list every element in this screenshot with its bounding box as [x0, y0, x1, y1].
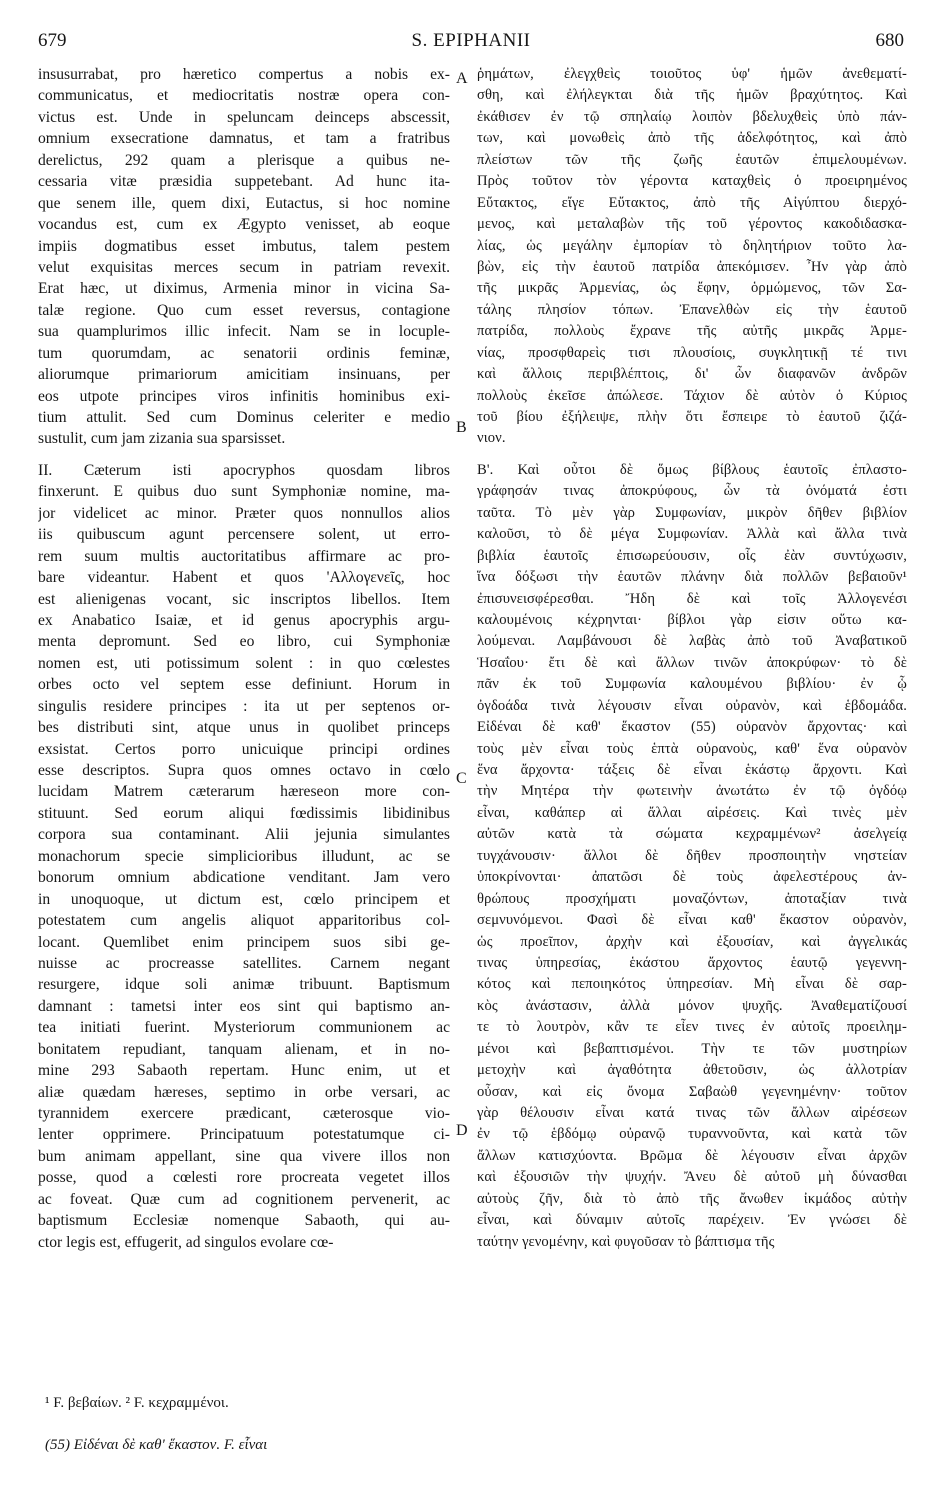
text-line: in unoquoque, ut dictum est, cœlo principem et — [38, 890, 450, 908]
text-line: impiis dogmatibus esset imbutus, talem pestem — [38, 237, 450, 255]
text-line: αὐτοὺς ζῆν, διὰ τὸ ἀπὸ τῆς ἄνωθεν ἰκμάδος αὐτὴν — [477, 1190, 907, 1207]
text-line: vocandus est, cum ex Ægypto venisset, ab eoque — [38, 216, 450, 234]
text-line: bum animam appellant, sine qua vivere illos non — [38, 1147, 450, 1165]
text-line: γράφησάν τινας ἀποκρύφους, ὧν τὰ ὀνόματά ἐστι — [477, 483, 907, 500]
text-line: tea initiati fuerint. Mysteriorum communionem ac — [38, 1019, 450, 1037]
text-line: bes distributi sint, atque unus in quolibet princeps — [38, 719, 450, 737]
text-line: corpora sua contaminant. Alii jejunia simulantes — [38, 826, 450, 844]
text-line: II. Cæterum isti apocryphos quosdam libros — [38, 461, 450, 479]
text-line: τινας ὑπηρεσίας, ἑκάστου ἄρχοντος ἑαυτῷ γεγεννη- — [477, 954, 907, 971]
text-line: τυγχάνουσιν· ἄλλοι δὲ δῆθεν προσποιητὴν νηστείαν — [477, 847, 907, 864]
running-title: S. EPIPHANII — [411, 30, 531, 51]
greek-column — [477, 64, 907, 1253]
text-line: τάλης πλησίον τόπων. Ἐπανελθὼν εἰς τὴν ἑαυτοῦ — [477, 301, 907, 318]
text-line: πλείστων τῶν τῆς ζωῆς ἑαυτῶν ἐπιμελουμένων. — [477, 151, 907, 168]
text-line: λίας, ὡς μεγάλην ἐμπορίαν τὸ δηλητήριον τοῦτο λα- — [477, 237, 907, 254]
text-line: lucidam Matrem cæterarum hæreseon more con- — [38, 783, 450, 801]
text-line: καὶ ἐξουσιῶν τὴν ψυχήν. Ἄνευ δὲ αὐτοῦ μὴ δύνασθαι — [477, 1169, 907, 1186]
text-line: stituunt. Sed eorum aliqui fœdissimis libidinibus — [38, 804, 450, 822]
text-line: μένοι καὶ βεβαπτισμένοι. Τὴν τε τῶν μυστηρίων — [477, 1040, 907, 1057]
text-line: communicatus, et mediocritatis nostræ opera con- — [38, 87, 450, 105]
text-line: potestatem cum angelis aliquot apparitoribus col- — [38, 912, 450, 930]
text-line: μενος, καὶ μεταλαβὼν τῆς τοῦ γέροντος κακοδιδασκα- — [477, 216, 907, 233]
text-line: καλοῦσι, τὸ δὲ μέγα Συμφωνίαν. Ἀλλὰ καὶ ἄλλα τινὰ — [477, 526, 907, 543]
text-line: lenter opprimere. Principatuum potestatumque ci- — [38, 1126, 450, 1144]
text-line: exsistat. Certos porro unicuique principi ordines — [38, 740, 450, 758]
paragraph-gap — [38, 450, 450, 460]
text-line: των, καὶ μονωθεὶς ἀπὸ τῆς ἀδελφότητος, καὶ ἀπὸ — [477, 130, 907, 147]
latin-column — [38, 64, 450, 1253]
text-line: ὡς προεῖπον, ἀρχὴν καὶ ἐξουσίαν, καὶ ἀγγελικάς — [477, 933, 907, 950]
text-line: jor videlicet ac minor. Præter quos nonnullos alios — [38, 504, 450, 522]
text-line: resurgere, idque soli animæ tribuunt. Baptismum — [38, 976, 450, 994]
text-line: καλουμένοις κέχρηνται· βίβλοι γὰρ εἰσιν οὕτω κα- — [477, 611, 907, 628]
text-line: ἐκάθισεν ἐν τῷ σπηλαίῳ λοιπὸν βδελυχθεὶς ὑπὸ πάν- — [477, 108, 907, 125]
text-line: πατρίδα, πολλοὺς ἔχρανε τῆς αὐτῆς μικρᾶς Ἀρμε- — [477, 323, 907, 340]
text-line: esse descriptos. Supra quos omnes octavo in cœlo — [38, 762, 450, 779]
text-line: ἐπισυνεισφέρεσθαι. Ἤδη δὲ καὶ τοῖς Ἀλλογενέσι — [477, 590, 907, 607]
text-line: Erat hæc, ut diximus, Armenia minor in vicina Sa- — [38, 280, 450, 298]
text-line: derelictus, 292 quam a plerisque a quibus ne- — [38, 151, 450, 169]
text-line: κότος καὶ πεποιηκότος ὑπηρεσίαν. Μὴ εἶναι δὲ σαρ- — [477, 976, 907, 993]
text-line: ctor legis est, effugerit, ad singulos evolare cœ- — [38, 1233, 334, 1251]
text-line: victus est. Unde in speluncam deinceps abscessit, — [38, 108, 450, 126]
text-line: que senem ille, quem dixi, Eutactus, si hoc nomine — [38, 194, 450, 212]
text-line: ταῦτα. Τὸ μὲν γὰρ Συμφωνίαν, μικρὸν δῆθεν βιβλίον — [477, 504, 907, 521]
paragraph-gap — [477, 450, 907, 460]
text-line: cessaria vitæ præsidia suppetebant. Ad hunc ita- — [38, 173, 450, 191]
text-line: ῥημάτων, ἐλεγχθεὶς τοιοῦτος ὑφ' ἡμῶν ἀνεθεματί- — [477, 66, 907, 82]
text-line: iis quibuscum agunt percensere solent, ut erro- — [38, 526, 450, 544]
text-line: sustulit, cum jam zizania sua sparsisset. — [38, 430, 286, 448]
text-line: finxerunt. E quibus duo sunt Symphoniæ nomine, ma- — [38, 483, 450, 501]
text-line: ac foveat. Quæ cum ad cognitionem pervenerit, ac — [38, 1190, 450, 1208]
text-line: ὀγδοάδα τινὰ λέγουσιν εἶναι οὐρανὸν, καὶ ἑβδομάδα. — [477, 697, 907, 714]
text-line: τὴν Μητέρα τὴν φωτεινὴν ἀνωτάτω ἐν τῷ ὀγδόῳ — [477, 783, 907, 800]
text-line: μετοχὴν καὶ ἀγαθότητα ἀθετοῦσιν, ὡς ἀλλοτρίαν — [477, 1062, 907, 1079]
text-line: rem suum multis auctoritatibus affirmare ac pro- — [38, 547, 450, 565]
text-line: tium attulit. Sed cum Dominus celeriter e medio — [38, 409, 450, 426]
text-line: ταύτην γενομένην, καὶ φυγοῦσαν τὸ βάπτισμα τῆς — [477, 1233, 775, 1250]
text-line: omnium exsecratione damnatus, et tam a fratribus — [38, 130, 450, 148]
text-line: εἶναι, καθάπερ αἱ ἄλλαι αἱρέσεις. Καὶ τινὲς μὲν — [477, 804, 907, 821]
text-line: monachorum specie simplicioribus illudunt, ac se — [38, 847, 450, 865]
text-line: οὖσαν, καὶ εἰς ὄνομα Σαβαὼθ γεγενημένην· τοῦτον — [477, 1083, 907, 1100]
text-line: bonorum omnium abdicatione venditant. Jam vero — [38, 869, 450, 887]
text-line: τοὺς μὲν εἶναι τοὺς ἑπτὰ οὐρανοὺς, καθ' ἕνα οὐρανὸν — [477, 740, 907, 757]
text-line: βὼν, εἰς τὴν ἑαυτοῦ πατρίδα ἀπεκόμισεν. Ἦν γὰρ ἀπὸ — [477, 258, 907, 275]
text-line: θρώπους προσχήματι μοναζόντων, ἀποταξίαν τινὰ — [477, 890, 907, 907]
text-line: Εἰδέναι δὲ καθ' ἕκαστον (55) οὐρανὸν ἄρχοντας· καὶ — [477, 719, 907, 736]
footnotes — [45, 1392, 229, 1414]
text-line: Β'. Καὶ οὗτοι δὲ ὅμως βίβλους ἑαυτοῖς ἐπλαστο- — [477, 461, 907, 478]
text-line: locant. Quemlibet enim principem suos sibi ge- — [38, 933, 450, 951]
text-line: τε τὸ λουτρὸν, κἂν τε εἶεν τινες ἐν αὐτοῖς προειλημ- — [477, 1019, 907, 1036]
margin-letter-a: A — [456, 70, 468, 87]
margin-letter-b: B — [456, 419, 467, 436]
text-line: bonitatem repudiant, tanquam alienam, et in no- — [38, 1040, 450, 1058]
text-line: τοῦ βίου ἐξήλειψε, πλὴν ὅτι ἔσπειρε τὸ ἑαυτοῦ ζιζά- — [477, 409, 907, 425]
text-line: πολλοὺς ἐκεῖσε ἀπώλεσε. Τάχιον δὲ αὐτὸν ὁ Κύριος — [477, 387, 907, 404]
text-line: λούμεναι. Λαμβάνουσι δὲ λαβὰς ἀπὸ τοῦ Ἀναβατικοῦ — [477, 633, 907, 650]
page-header — [38, 30, 904, 54]
text-line: sua quamplurimos illic infecit. Nam se in locuple- — [38, 323, 450, 341]
margin-letter-d: D — [456, 1122, 468, 1139]
text-line: εἶναι, καὶ δύναμιν αὐτοῖς παρέχειν. Ἐν γνώσει δὲ — [477, 1212, 907, 1229]
text-line: talæ regione. Quo cum esset reversus, contagione — [38, 301, 450, 319]
text-line: ἕνα ἄρχοντα· τάξεις δὲ εἶναι ἑκάστῳ ἄρχοντι. Καὶ — [477, 762, 907, 778]
text-line: orbes octo vel septem esse definiunt. Horum in — [38, 676, 450, 694]
text-line: νιον. — [477, 430, 506, 447]
text-line: Εὔτακτος, εἴγε Εὔτακτος, ἀπὸ τῆς Αἰγύπτου διερχό- — [477, 194, 907, 211]
text-line: ἵνα δόξωσι τὴν ἑαυτῶν πλάνην διὰ πολλῶν βεβαιοῦν¹ — [477, 569, 907, 586]
text-line: singulis residere principes : ita ut per septenos or- — [38, 697, 450, 715]
text-line: κὸς ἀνάστασιν, ἀλλὰ μόνον ψυχῆς. Ἀναθεματίζουσί — [477, 997, 907, 1014]
text-line: eos utpote principes viros infinitis hominibus exi- — [38, 387, 450, 405]
footnote-line: ¹ F. βεβαίων. ² F. κεχραμμένοι. — [45, 1395, 229, 1411]
text-line: insusurrabat, pro hæretico compertus a nobis ex- — [38, 66, 450, 83]
text-line: ὑποκρίνονται· ἀπατῶσι δὲ τοὺς ἀφελεστέρους ἀν- — [477, 869, 907, 886]
text-line: baptismum Ecclesiæ nomenque Sabaoth, qui au- — [38, 1212, 450, 1230]
text-line: nomen est, uti potissimum solent : in quo cœlestes — [38, 654, 450, 672]
text-line: tyrannidem exercere prædicant, cæterosque vio- — [38, 1105, 450, 1122]
text-line: ex Anabatico Isaiæ, et id genus apocryphis argu- — [38, 611, 450, 629]
text-line: ἐν τῷ ἑβδόμῳ οὐρανῷ τυραννοῦντα, καὶ κατὰ τῶν — [477, 1126, 907, 1143]
text-line: nuisse ac procreasse satellites. Carnem negant — [38, 954, 450, 972]
text-line: menta depromunt. Sed eo libro, cui Symphoniæ — [38, 633, 450, 651]
text-line: bare videantur. Habent et quos 'Αλλογενεῖς, hoc — [38, 569, 450, 587]
text-line: σθη, καὶ ἐλήλεγκται διὰ τῆς ἡμῶν βραχύτητος. Καὶ — [477, 87, 907, 104]
text-line: πᾶν ἐκ τοῦ Συμφωνία καλουμένου βιβλίου· ἐν ᾧ — [477, 676, 907, 693]
text-line: αὐτῶν κατὰ τὰ σώματα κεχραμμένων² ἀσελγείᾳ — [477, 826, 907, 843]
text-line: posse, quod a cœlesti rore procreata vegetet illos — [38, 1169, 450, 1187]
text-line: aliorumque primariorum amicitiam insinuans, per — [38, 366, 450, 384]
text-line: σεμνυνόμενοι. Φασὶ δὲ εἶναι καθ' ἕκαστον οὐρανὸν, — [477, 912, 907, 929]
text-line: Ἡσαΐου· ἔτι δὲ καὶ ἄλλων τινῶν ἀποκρύφων· τὸ δὲ — [477, 654, 907, 671]
text-line: καὶ ἄλλοις περιβλέπτοις, δι' ὧν διαφανῶν ἀνδρῶν — [477, 366, 907, 383]
text-line: aliæ quædam hæreses, septimo in orbe versari, ac — [38, 1083, 450, 1101]
text-line: τῆς μικρᾶς Ἀρμενίας, ὡς ἔφην, ὁρμώμενος, τῶν Σα- — [477, 280, 907, 297]
text-line: est alienigenas vocant, sic inscriptos libellos. Item — [38, 590, 450, 608]
text-line: Πρὸς τοῦτον τὸν γέροντα καταχθεὶς ὁ προειρημένος — [477, 173, 907, 190]
text-line: γὰρ θέλουσιν εἶναι κατά τινας τῶν ἄλλων αἱρέσεων — [477, 1105, 907, 1121]
page-number-left: 679 — [38, 30, 67, 51]
text-line: velut exquisitas merces secum in patriam revexit. — [38, 258, 450, 276]
text-line: βιβλία ἑαυτοῖς ἐπισωρεύουσιν, οἷς ἐὰν συντύχωσιν, — [477, 547, 907, 564]
text-line: mine 293 Sabaoth repertam. Hunc enim, ut et — [38, 1062, 450, 1080]
page-number-right: 680 — [875, 30, 904, 51]
text-line: tum quorumdam, ac senatorii ordinis feminæ, — [38, 344, 450, 362]
margin-letter-c: C — [456, 770, 467, 787]
text-line: ἄλλων κατισχύοντα. Βρῶμα δὲ λέγουσιν εἶναι ἀρχῶν — [477, 1147, 907, 1164]
editor-note: (55) Εἰδέναι δὲ καθ' ἕκαστον. F. εἶναι — [45, 1437, 268, 1453]
text-line: damnant : tametsi inter eos sint qui baptismo an- — [38, 997, 450, 1015]
text-line: νίας, προσφθαρεὶς τισι πλουσίοις, συγκλητικῇ τέ τινι — [477, 344, 907, 361]
